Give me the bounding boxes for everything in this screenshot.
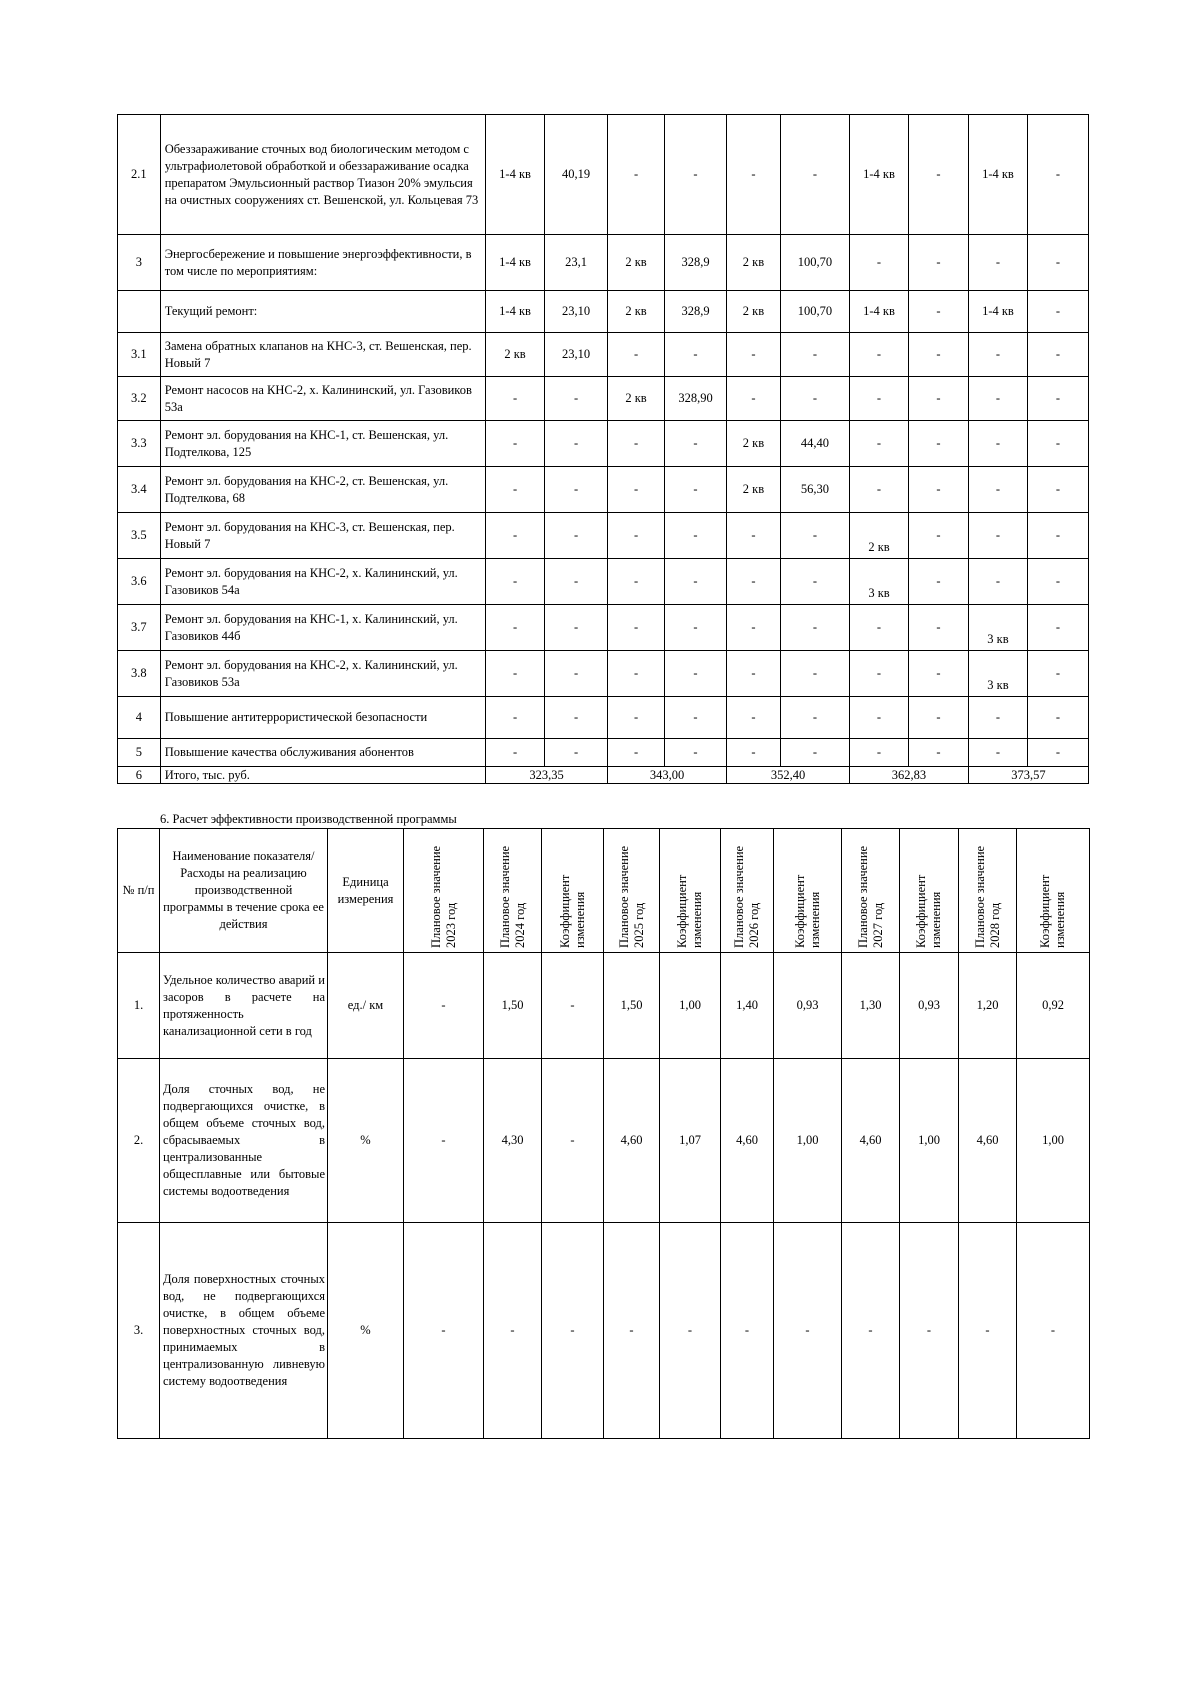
header-plan-2028: Плановое значение 2028 год xyxy=(959,829,1017,953)
activity-cell: - xyxy=(1027,651,1088,697)
activity-row xyxy=(118,605,1089,651)
indicator-value: 1,20 xyxy=(959,953,1017,1059)
activities-table xyxy=(117,114,1089,784)
indicator-value: 0,92 xyxy=(1017,953,1090,1059)
activity-cell: - xyxy=(780,377,849,421)
header-plan-2026: Плановое значение 2026 год xyxy=(721,829,774,953)
activity-cell: - xyxy=(608,605,665,651)
activity-name: Ремонт эл. борудования на КНС-1, ст. Вешенская, ул. Подтелкова, 125 xyxy=(160,421,485,467)
activity-cell: - xyxy=(968,513,1027,559)
activity-cell: - xyxy=(665,421,727,467)
activity-cell: - xyxy=(608,467,665,513)
indicator-value: 1,00 xyxy=(900,1059,959,1223)
activity-cell: - xyxy=(608,697,665,739)
total-value: 373,57 xyxy=(968,767,1088,784)
activity-cell: - xyxy=(1027,115,1088,235)
activity-cell: - xyxy=(908,235,968,291)
activity-cell: - xyxy=(968,421,1027,467)
activity-cell: - xyxy=(908,467,968,513)
indicator-value: - xyxy=(959,1223,1017,1439)
activity-row xyxy=(118,333,1089,377)
activity-cell: - xyxy=(545,651,608,697)
header-name: Наименование показателя/Расходы на реализацию производственной программы в течение срока ее действия xyxy=(160,829,328,953)
activity-cell: - xyxy=(968,467,1027,513)
activity-cell: - xyxy=(486,421,545,467)
activity-cell: - xyxy=(968,739,1027,767)
indicator-number: 1. xyxy=(118,953,160,1059)
indicator-value: 1,40 xyxy=(721,953,774,1059)
activity-cell: - xyxy=(727,377,781,421)
activity-cell: - xyxy=(850,333,909,377)
activity-cell: - xyxy=(665,559,727,605)
activity-cell: - xyxy=(545,377,608,421)
indicator-value: 1,50 xyxy=(604,953,660,1059)
indicator-unit: % xyxy=(328,1223,404,1439)
activity-cell: - xyxy=(665,651,727,697)
activity-cell: 56,30 xyxy=(780,467,849,513)
activity-cell: - xyxy=(727,605,781,651)
indicator-number: 3. xyxy=(118,1223,160,1439)
activity-cell: - xyxy=(850,467,909,513)
activity-cell: - xyxy=(850,651,909,697)
activity-name: Ремонт насосов на КНС-2, х. Калининский, ул. Газовиков 53а xyxy=(160,377,485,421)
activity-cell: 3 кв xyxy=(850,559,909,605)
activity-cell: - xyxy=(727,651,781,697)
indicator-value: - xyxy=(404,953,484,1059)
section-caption: 6. Расчет эффективности производственной программы xyxy=(160,812,457,826)
activity-cell: 2 кв xyxy=(486,333,545,377)
activity-cell: 2 кв xyxy=(727,467,781,513)
indicator-value: 4,60 xyxy=(721,1059,774,1223)
header-coef-4: Коэффициент изменения xyxy=(900,829,959,953)
indicator-name: Удельное количество аварий и засоров в расчете на протяженность канализационной сети в год xyxy=(160,953,328,1059)
activities-table-body xyxy=(118,115,1089,784)
activity-cell: 100,70 xyxy=(780,235,849,291)
activity-cell: - xyxy=(545,605,608,651)
activity-name: Ремонт эл. борудования на КНС-2, ст. Вешенская, ул. Подтелкова, 68 xyxy=(160,467,485,513)
total-value: 352,40 xyxy=(727,767,850,784)
row-number: 5 xyxy=(118,739,161,767)
activity-cell: - xyxy=(850,697,909,739)
activity-cell: - xyxy=(908,651,968,697)
activity-cell: - xyxy=(545,513,608,559)
activity-row xyxy=(118,739,1089,767)
header-unit: Единица измерения xyxy=(328,829,404,953)
activity-cell: - xyxy=(1027,559,1088,605)
activity-cell: - xyxy=(608,651,665,697)
header-plan-2027: Плановое значение 2027 год xyxy=(842,829,900,953)
row-number: 3.3 xyxy=(118,421,161,467)
indicator-row xyxy=(118,1223,1090,1439)
activity-row xyxy=(118,651,1089,697)
activity-cell: - xyxy=(908,377,968,421)
activity-cell: - xyxy=(908,513,968,559)
total-value: 323,35 xyxy=(486,767,608,784)
activity-cell: 23,1 xyxy=(545,235,608,291)
total-label: Итого, тыс. руб. xyxy=(160,767,485,784)
indicator-value: - xyxy=(404,1059,484,1223)
activity-name: Энергосбережение и повышение энергоэффективности, в том числе по мероприятиям: xyxy=(160,235,485,291)
indicator-row xyxy=(118,1059,1090,1223)
indicator-value: 4,60 xyxy=(959,1059,1017,1223)
activity-cell: 44,40 xyxy=(780,421,849,467)
activity-name: Обеззараживание сточных вод биологическим методом с ультрафиолетовой обработкой и обеззараживание осадка препаратом Эмульсионный раствор Тиазон 20% эмульсия на очистных сооружениях ст. Вешенской, ул. Кольцевая 73 xyxy=(160,115,485,235)
activity-cell: - xyxy=(608,115,665,235)
activity-cell: - xyxy=(850,605,909,651)
activity-cell: - xyxy=(780,333,849,377)
activity-cell: - xyxy=(908,333,968,377)
row-number: 3.5 xyxy=(118,513,161,559)
header-num: № п/п xyxy=(118,829,160,953)
indicator-value: - xyxy=(900,1223,959,1439)
activity-cell: 2 кв xyxy=(727,291,781,333)
activity-cell: - xyxy=(908,739,968,767)
activity-row xyxy=(118,513,1089,559)
activity-cell: - xyxy=(608,421,665,467)
row-number: 3.2 xyxy=(118,377,161,421)
activity-cell: 1-4 кв xyxy=(486,115,545,235)
indicator-value: 0,93 xyxy=(774,953,842,1059)
activity-cell: 2 кв xyxy=(608,377,665,421)
row-number: 2.1 xyxy=(118,115,161,235)
activity-row xyxy=(118,421,1089,467)
activity-cell: - xyxy=(665,605,727,651)
indicator-value: - xyxy=(484,1223,542,1439)
indicator-value: 4,60 xyxy=(604,1059,660,1223)
indicator-value: 1,50 xyxy=(484,953,542,1059)
indicator-value: - xyxy=(542,953,604,1059)
activity-row xyxy=(118,559,1089,605)
activity-cell: 1-4 кв xyxy=(850,115,909,235)
activity-cell: 3 кв xyxy=(968,651,1027,697)
activity-cell: - xyxy=(968,559,1027,605)
activity-cell: 1-4 кв xyxy=(850,291,909,333)
activity-name: Повышение антитеррористической безопасности xyxy=(160,697,485,739)
indicator-value: - xyxy=(774,1223,842,1439)
indicator-number: 2. xyxy=(118,1059,160,1223)
total-value: 343,00 xyxy=(608,767,727,784)
activity-cell: - xyxy=(1027,697,1088,739)
activity-cell: 3 кв xyxy=(968,605,1027,651)
activity-cell: - xyxy=(608,513,665,559)
activity-name: Повышение качества обслуживания абонентов xyxy=(160,739,485,767)
activity-cell: - xyxy=(1027,467,1088,513)
total-value: 362,83 xyxy=(850,767,969,784)
activity-cell: 100,70 xyxy=(780,291,849,333)
activity-row xyxy=(118,291,1089,333)
activity-cell: 2 кв xyxy=(850,513,909,559)
activity-cell: - xyxy=(665,697,727,739)
activity-cell: - xyxy=(1027,333,1088,377)
header-coef-2: Коэффициент изменения xyxy=(660,829,721,953)
activity-row xyxy=(118,235,1089,291)
activity-cell: - xyxy=(908,115,968,235)
activity-cell: 328,9 xyxy=(665,291,727,333)
activity-cell: 23,10 xyxy=(545,291,608,333)
activity-cell: - xyxy=(850,421,909,467)
activity-row xyxy=(118,697,1089,739)
indicator-name: Доля поверхностных сточных вод, не подвергающихся очистке, в общем объеме поверхностных сточных вод, принимаемых в централизованную ливневую систему водоотведения xyxy=(160,1223,328,1439)
activity-cell: - xyxy=(850,235,909,291)
activity-cell: - xyxy=(1027,421,1088,467)
activity-cell: - xyxy=(1027,377,1088,421)
activity-cell: - xyxy=(968,377,1027,421)
activity-name: Ремонт эл. борудования на КНС-2, х. Калининский, ул. Газовиков 54а xyxy=(160,559,485,605)
activity-row xyxy=(118,467,1089,513)
activity-cell: - xyxy=(486,559,545,605)
activity-cell: - xyxy=(780,605,849,651)
activity-cell: - xyxy=(486,513,545,559)
indicator-row xyxy=(118,953,1090,1059)
activity-cell: - xyxy=(608,333,665,377)
activity-cell: 2 кв xyxy=(608,291,665,333)
activity-cell: - xyxy=(780,739,849,767)
header-plan-2024: Плановое значение 2024 год xyxy=(484,829,542,953)
indicator-value: - xyxy=(404,1223,484,1439)
indicator-value: 1,00 xyxy=(1017,1059,1090,1223)
indicator-value: - xyxy=(721,1223,774,1439)
indicator-value: - xyxy=(542,1059,604,1223)
activity-cell: 328,9 xyxy=(665,235,727,291)
activity-cell: - xyxy=(968,235,1027,291)
activity-cell: - xyxy=(908,605,968,651)
activity-cell: - xyxy=(780,651,849,697)
activity-cell: - xyxy=(545,421,608,467)
row-number: 3.8 xyxy=(118,651,161,697)
row-number: 3.7 xyxy=(118,605,161,651)
activity-cell: 1-4 кв xyxy=(486,291,545,333)
activity-cell: - xyxy=(780,513,849,559)
indicator-unit: ед./ км xyxy=(328,953,404,1059)
activity-cell: - xyxy=(1027,235,1088,291)
row-number: 3 xyxy=(118,235,161,291)
activity-cell: - xyxy=(908,559,968,605)
activity-cell: - xyxy=(908,421,968,467)
header-plan-2023: Плановое значение 2023 год xyxy=(404,829,484,953)
activity-name: Ремонт эл. борудования на КНС-1, х. Калининский, ул. Газовиков 44б xyxy=(160,605,485,651)
indicator-value: - xyxy=(660,1223,721,1439)
indicator-value: 4,60 xyxy=(842,1059,900,1223)
activity-cell: - xyxy=(665,467,727,513)
indicator-name: Доля сточных вод, не подвергающихся очистке, в общем объеме сточных вод, сбрасываемых в централизованные общесплавные или бытовые системы водоотведения xyxy=(160,1059,328,1223)
indicator-unit: % xyxy=(328,1059,404,1223)
activity-cell: - xyxy=(608,559,665,605)
activity-cell: - xyxy=(665,333,727,377)
activity-cell: - xyxy=(486,739,545,767)
indicator-value: 1,00 xyxy=(660,953,721,1059)
activity-cell: - xyxy=(545,739,608,767)
activity-cell: - xyxy=(968,333,1027,377)
activity-name: Ремонт эл. борудования на КНС-2, х. Калининский, ул. Газовиков 53а xyxy=(160,651,485,697)
activity-row xyxy=(118,377,1089,421)
activity-cell: 40,19 xyxy=(545,115,608,235)
activity-cell: - xyxy=(727,513,781,559)
activity-cell: - xyxy=(486,697,545,739)
activity-cell: - xyxy=(850,739,909,767)
header-coef-1: Коэффициент изменения xyxy=(542,829,604,953)
activity-cell: - xyxy=(486,605,545,651)
activity-cell: - xyxy=(665,513,727,559)
efficiency-table-body xyxy=(118,953,1090,1439)
activity-cell: - xyxy=(968,697,1027,739)
activity-cell: - xyxy=(727,333,781,377)
total-row xyxy=(118,767,1089,784)
indicator-value: - xyxy=(1017,1223,1090,1439)
activity-cell: 328,90 xyxy=(665,377,727,421)
activity-cell: 1-4 кв xyxy=(486,235,545,291)
activity-cell: 2 кв xyxy=(608,235,665,291)
activity-cell: - xyxy=(665,739,727,767)
activity-cell: - xyxy=(780,697,849,739)
activity-cell: - xyxy=(780,115,849,235)
header-plan-2025: Плановое значение 2025 год xyxy=(604,829,660,953)
indicator-value: 0,93 xyxy=(900,953,959,1059)
activity-cell: - xyxy=(1027,739,1088,767)
total-number: 6 xyxy=(118,767,161,784)
activity-cell: - xyxy=(1027,513,1088,559)
row-number xyxy=(118,291,161,333)
indicator-value: - xyxy=(842,1223,900,1439)
header-coef-3: Коэффициент изменения xyxy=(774,829,842,953)
activity-cell: - xyxy=(727,559,781,605)
activity-cell: - xyxy=(1027,605,1088,651)
activity-cell: - xyxy=(908,291,968,333)
activity-cell: - xyxy=(665,115,727,235)
header-coef-5: Коэффициент изменения xyxy=(1017,829,1090,953)
activity-cell: - xyxy=(545,697,608,739)
indicator-value: 1,00 xyxy=(774,1059,842,1223)
row-number: 3.1 xyxy=(118,333,161,377)
row-number: 4 xyxy=(118,697,161,739)
activity-cell: - xyxy=(727,697,781,739)
activity-cell: - xyxy=(486,377,545,421)
activity-cell: - xyxy=(727,115,781,235)
activity-cell: - xyxy=(908,697,968,739)
row-number: 3.6 xyxy=(118,559,161,605)
activity-cell: - xyxy=(1027,291,1088,333)
efficiency-header-row xyxy=(118,829,1090,953)
activity-cell: - xyxy=(545,559,608,605)
efficiency-table xyxy=(117,828,1090,1439)
activity-cell: - xyxy=(608,739,665,767)
activity-cell: - xyxy=(545,467,608,513)
activity-cell: 2 кв xyxy=(727,235,781,291)
activity-cell: 23,10 xyxy=(545,333,608,377)
activity-name: Замена обратных клапанов на КНС-3, ст. Вешенская, пер. Новый 7 xyxy=(160,333,485,377)
indicator-value: - xyxy=(542,1223,604,1439)
activity-cell: - xyxy=(486,651,545,697)
activity-cell: - xyxy=(486,467,545,513)
activity-cell: - xyxy=(850,377,909,421)
indicator-value: 1,30 xyxy=(842,953,900,1059)
indicator-value: - xyxy=(604,1223,660,1439)
indicator-value: 4,30 xyxy=(484,1059,542,1223)
row-number: 3.4 xyxy=(118,467,161,513)
indicator-value: 1,07 xyxy=(660,1059,721,1223)
activity-cell: - xyxy=(727,739,781,767)
activity-name: Текущий ремонт: xyxy=(160,291,485,333)
activity-row xyxy=(118,115,1089,235)
activity-cell: 2 кв xyxy=(727,421,781,467)
activity-name: Ремонт эл. борудования на КНС-3, ст. Вешенская, пер. Новый 7 xyxy=(160,513,485,559)
activity-cell: 1-4 кв xyxy=(968,291,1027,333)
activity-cell: - xyxy=(780,559,849,605)
activity-cell: 1-4 кв xyxy=(968,115,1027,235)
